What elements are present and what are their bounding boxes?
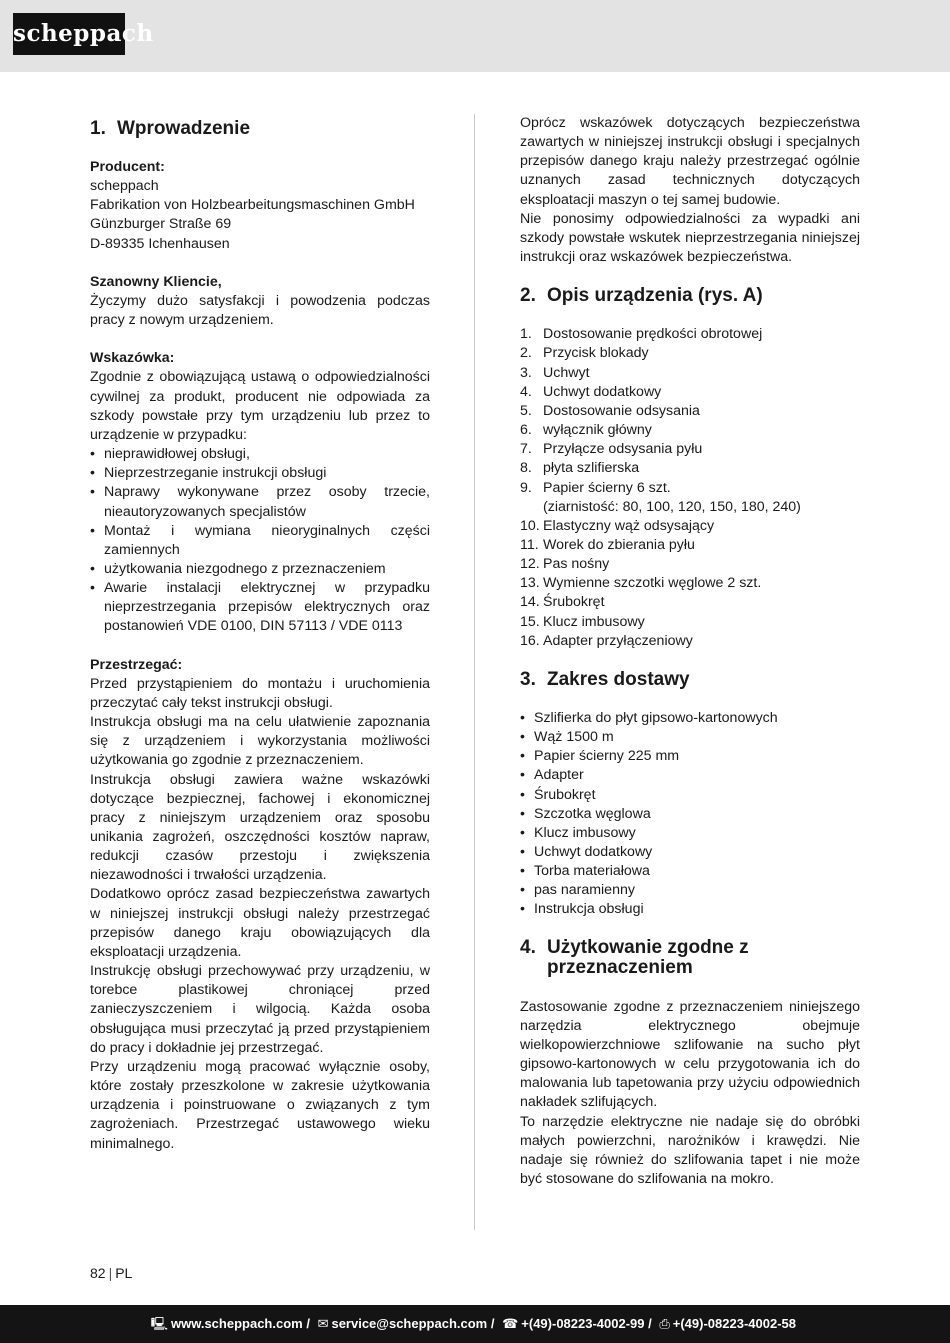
item-number: 1.	[520, 326, 532, 343]
list-item: • Awarie instalacji elektrycznej w przypadku nieprzestrzegania przepisów elektrycznych oraz postanowień VDE 0100, DIN 57113 / VDE 0113	[90, 579, 430, 636]
item-number: 14.	[520, 594, 540, 611]
list-item: • Śrubokręt	[520, 786, 860, 805]
item-number: 15.	[520, 613, 540, 630]
section-4-heading	[520, 938, 860, 978]
item-number: 4.	[520, 383, 532, 400]
list-item	[520, 440, 860, 459]
item-text: Wymienne szczotki węglowe 2 szt.	[543, 575, 762, 592]
page-number-value: 82	[90, 1265, 106, 1281]
header-bar	[0, 0, 950, 72]
item-number: 11.	[520, 536, 539, 553]
list-item: • pas naramienny	[520, 881, 860, 900]
section-title: Wprowadzenie	[117, 118, 251, 139]
footer-email-link[interactable]: service@scheppach.com /	[331, 1316, 495, 1331]
column-divider	[474, 114, 475, 1230]
address-line: Günzburger Straße 69	[90, 216, 232, 233]
item-number: 7.	[520, 441, 532, 458]
fax-icon: ⎙	[659, 1316, 670, 1331]
item-text: Klucz imbusowy	[543, 613, 645, 630]
section-number: 3.	[520, 668, 536, 690]
list-item	[520, 344, 860, 363]
paragraph: Przed przystąpieniem do montażu i uruchomienia przeczytać cały tekst instrukcji obsługi.	[90, 675, 430, 711]
list-item: • Torba materiałowa	[520, 862, 860, 881]
list-item	[520, 613, 860, 632]
item-text: Pas nośny	[543, 556, 610, 573]
footer-fax: +(49)-08223-4002-58	[672, 1316, 796, 1331]
list-item	[520, 325, 860, 344]
item-number: 13.	[520, 575, 540, 592]
item-text: Dostosowanie prędkości obrotowej	[543, 326, 763, 343]
item-number: 16.	[520, 632, 540, 649]
list-item	[520, 459, 860, 478]
item-text: wyłącznik główny	[543, 422, 652, 439]
producer-label: Producent:	[90, 159, 165, 175]
list-item	[520, 421, 860, 440]
section-2-heading	[520, 285, 860, 307]
item-number: 2.	[520, 345, 532, 362]
computer-icon: 🖳	[150, 1316, 168, 1331]
paragraph: Instrukcja obsługi zawiera ważne wskazówki dotyczące bezpiecznej, fachowej i ekonomicznej pracy z niniejszym urządzeniem oraz sposobu unikania zagrożeń, oszczędności kosztów napraw, redukcji czasów przestoju i zwiększenia niezawodności i trwałości urządzenia.	[90, 771, 430, 884]
producer-address	[90, 177, 430, 254]
list-item: • użytkowania niezgodnego z przeznaczeniem	[90, 560, 430, 579]
left-column	[90, 114, 430, 1154]
item-text: Dostosowanie odsysania	[543, 402, 700, 419]
item-number: 12.	[520, 556, 540, 573]
paragraph: Dodatkowo oprócz zasad bezpieczeństwa zawartych w niniejszej instrukcji obsługi należy przestrzegać przepisów danego kraju obowiązujących dla eksploatacji urządzenia.	[90, 886, 430, 960]
footer-phone: +(49)-08223-4002-99 /	[521, 1316, 652, 1331]
list-item	[520, 536, 860, 555]
item-text: Śrubokręt	[543, 594, 605, 611]
footer-bar	[0, 1305, 950, 1343]
note-text: Zgodnie z obowiązującą ustawą o odpowiedzialności cywilnej za produkt, producent nie odpowiada za szkody powstałe przy tym urządzeniu lub przez to urządzenie w przypadku:	[90, 369, 430, 443]
paragraph: Przy urządzeniu mogą pracować wyłącznie osoby, które zostały przeszkolone w zakresie użytkowania urządzenia i poinstruowane o związanych z tym zagrożeniach. Przestrzegać ustawowego wieku minimalnego.	[90, 1058, 430, 1152]
paragraph: Zastosowanie zgodne z przeznaczeniem niniejszego narzędzia elektrycznego obejmuje wielkopowierzchniowe szlifowanie na sucho płyt gipsowo-kartonowych w celu przygotowania ich do malowania lub tapetowania przy użyciu odpowiednich nakładek szlifujących.	[520, 998, 860, 1111]
item-text: Papier ścierny 6 szt.	[543, 479, 671, 496]
item-number	[520, 498, 543, 517]
list-item	[520, 383, 860, 402]
item-number: 5.	[520, 402, 532, 419]
list-item	[520, 632, 860, 651]
greeting-label: Szanowny Kliencie,	[90, 273, 222, 290]
list-item	[520, 498, 860, 517]
delivery-list	[520, 709, 860, 920]
list-item: • Szczotka węglowa	[520, 805, 860, 824]
list-item	[520, 517, 860, 536]
section-number: 1.	[90, 118, 106, 139]
list-item	[520, 555, 860, 574]
list-item: • nieprawidłowej obsługi,	[90, 445, 430, 464]
list-item	[520, 402, 860, 421]
list-item: • Papier ścierny 225 mm	[520, 747, 860, 766]
section-title	[547, 938, 749, 978]
section-title-line: Użytkowanie zgodne z	[547, 936, 749, 958]
section-3-heading	[520, 669, 860, 691]
list-item: • Instrukcja obsługi	[520, 900, 860, 919]
greeting-text: Życzymy dużo satysfakcji i powodzenia podczas pracy z nowym urządzeniem.	[90, 292, 430, 329]
paragraph: Instrukcję obsługi przechowywać przy urządzeniu, w torebce plastikowej chroniącej przed zanieczyszczeniem i wilgocią. Każda osoba obsługująca musi przeczytać ją przed przystąpieniem do pracy i dokładnie jej przestrzegać.	[90, 963, 430, 1056]
list-item	[520, 593, 860, 612]
item-text: Elastyczny wąż odsysający	[543, 517, 715, 534]
item-number: 8.	[520, 460, 532, 477]
footer-website-link[interactable]: www.scheppach.com /	[170, 1316, 310, 1331]
list-item	[520, 574, 860, 593]
device-parts-list	[520, 325, 860, 651]
paragraph: Instrukcja obsługi ma na celu ułatwienie zapoznania się z urządzeniem i wykorzystania możliwości użytkowania go zgodnie z przeznaczeniem.	[90, 714, 430, 769]
item-number: 3.	[520, 364, 532, 381]
page-separator: |	[108, 1265, 113, 1281]
address-line: scheppach	[90, 178, 159, 195]
list-item: • Montaż i wymiana nieoryginalnych części zamiennych	[90, 522, 430, 560]
item-text: płyta szlifierska	[543, 460, 640, 477]
item-text: Worek do zbierania pyłu	[543, 536, 695, 553]
email-icon: ✉	[317, 1316, 329, 1331]
section-number: 2.	[520, 285, 536, 307]
paragraph: Nie ponosimy odpowiedzialności za wypadki ani szkody powstałe wskutek nieprzestrzegania niniejszej instrukcji oraz wskazówek bezpieczeństwa.	[520, 210, 860, 266]
observe-label: Przestrzegać:	[90, 656, 183, 673]
item-text: (ziarnistość: 80, 100, 120, 150, 180, 240)	[543, 498, 801, 515]
paragraph: Oprócz wskazówek dotyczących bezpieczeństwa zawartych w niniejszej instrukcji obsługi i specjalnych przepisów danego kraju należy przestrzegać ogólnie uznanych zasad technicznych dotyczących eksploatacji maszyn o tej samej budowie.	[520, 115, 860, 208]
list-item: • Wąż 1500 m	[520, 728, 860, 747]
list-item	[520, 364, 860, 383]
list-item	[520, 479, 860, 498]
list-item: • Klucz imbusowy	[520, 824, 860, 843]
right-column	[520, 114, 860, 1189]
note-label: Wskazówka:	[90, 350, 175, 367]
section-title: Zakres dostawy	[547, 668, 690, 690]
phone-icon: ☎	[502, 1316, 519, 1331]
item-number: 10.	[520, 517, 540, 534]
item-text: Przycisk blokady	[543, 345, 649, 362]
list-item: • Szlifierka do płyt gipsowo-kartonowych	[520, 709, 860, 728]
item-text: Uchwyt dodatkowy	[543, 383, 662, 400]
item-text: Uchwyt	[543, 364, 590, 381]
list-item: • Uchwyt dodatkowy	[520, 843, 860, 862]
page-language: PL	[115, 1265, 133, 1281]
section-title-line: przeznaczeniem	[547, 956, 693, 978]
item-number: 6.	[520, 422, 532, 439]
section-number: 4.	[520, 936, 536, 958]
note-list	[90, 445, 430, 637]
section-1-heading	[90, 118, 430, 140]
address-line: Fabrikation von Holzbearbeitungsmaschinen GmbH	[90, 197, 415, 214]
list-item: • Adapter	[520, 766, 860, 785]
list-item: • Nieprzestrzeganie instrukcji obsługi	[90, 464, 430, 483]
item-number: 9.	[520, 479, 532, 496]
paragraph: To narzędzie elektryczne nie nadaje się do obróbki małych powierzchni, narożników i krawędzi. Nie nadaje się również do szlifowania tapet i nie może być stosowane do szlifowania na mokro.	[520, 1113, 860, 1188]
item-text: Przyłącze odsysania pyłu	[543, 441, 703, 458]
address-line: D-89335 Ichenhausen	[90, 235, 230, 252]
section-title: Opis urządzenia (rys. A)	[547, 285, 763, 307]
scheppach-logo: scheppach	[13, 13, 125, 55]
page-number	[90, 1265, 132, 1281]
list-item: • Naprawy wykonywane przez osoby trzecie, nieautoryzowanych specjalistów	[90, 483, 430, 521]
item-text: Adapter przyłączeniowy	[543, 632, 693, 649]
